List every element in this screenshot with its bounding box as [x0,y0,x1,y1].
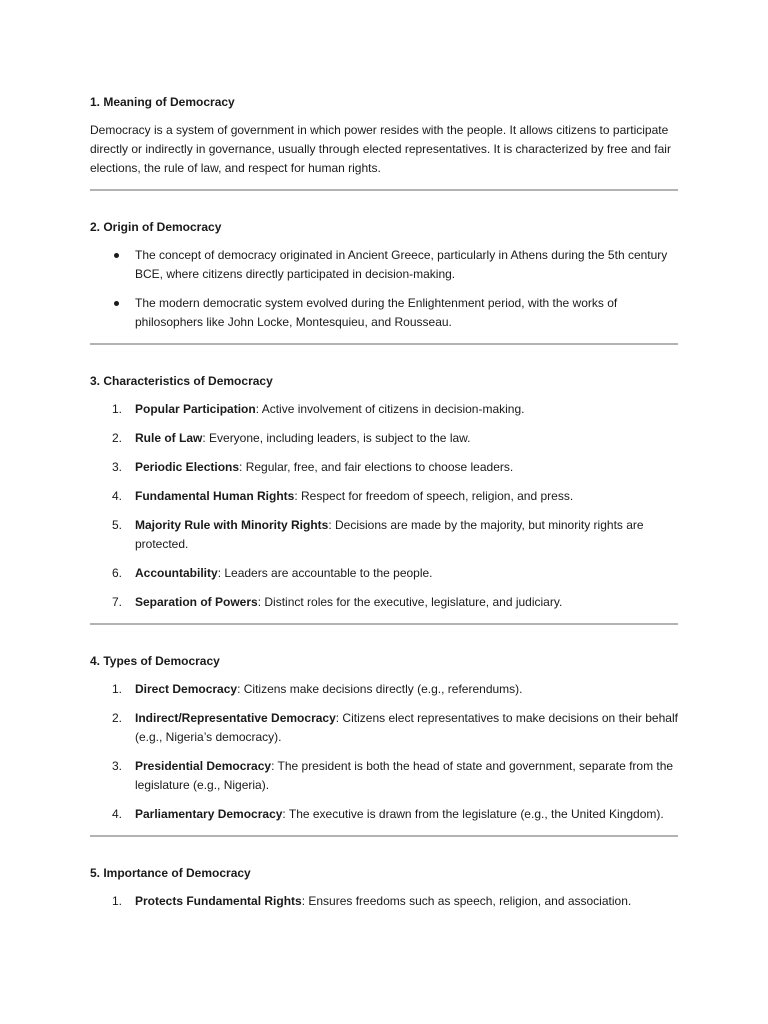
numbered-list [90,400,678,612]
list-item-text: : The president is both the head of state and government, separate from the legislature (e.g., Nigeria). [135,759,674,792]
list-item [90,516,678,554]
section-characteristics [90,372,678,612]
section-origin [90,218,678,332]
list-item-text: : Everyone, including leaders, is subject to the law. [202,431,471,445]
list-item-term: Indirect/Representative Democracy [135,711,336,725]
horizontal-rule [90,835,678,837]
section-importance [90,864,678,911]
list-item [90,246,678,284]
list-item [90,757,678,795]
document-content [90,93,678,911]
list-number: 1. [112,682,123,696]
list-item-text: The modern democratic system evolved during the Enlightenment period, with the works of philosophers like John Locke, Montesquieu, and Rousseau. [135,296,618,329]
list-item-term: Majority Rule with Minority Rights [135,518,329,532]
section-paragraph: Democracy is a system of government in which power resides with the people. It allows citizens to participate directly or indirectly in governance, usually through elected representatives. It is characterized by free and fair elections, the rule of law, and respect for human rights. [90,123,671,175]
list-item [90,458,678,477]
bullet-list [90,246,678,332]
list-item-term: Protects Fundamental Rights [135,894,302,908]
numbered-list [90,680,678,824]
list-item-term: Popular Participation [135,402,256,416]
list-item-text: : Citizens elect representatives to make decisions on their behalf (e.g., Nigeria’s democracy). [135,711,678,744]
list-item-text: : The executive is drawn from the legislature (e.g., the United Kingdom). [282,807,664,821]
list-item-term: Direct Democracy [135,682,238,696]
list-item-term: Presidential Democracy [135,759,272,773]
list-item-text: : Regular, free, and fair elections to choose leaders. [239,460,514,474]
section-heading: 2. Origin of Democracy [90,220,222,234]
list-item-text: : Citizens make decisions directly (e.g., referendums). [237,682,523,696]
list-item [90,680,678,699]
list-number: 1. [112,402,123,416]
list-number: 3. [112,460,123,474]
horizontal-rule [90,189,678,191]
section-heading: 3. Characteristics of Democracy [90,374,273,388]
list-item-text: : Distinct roles for the executive, legislature, and judiciary. [257,595,563,609]
list-item [90,805,678,824]
section-heading: 1. Meaning of Democracy [90,95,235,109]
list-item-term: Periodic Elections [135,460,240,474]
section-meaning [90,93,678,178]
list-number: 7. [112,595,123,609]
list-number: 2. [112,431,123,445]
list-number: 2. [112,711,123,725]
bullet-icon [114,253,119,258]
section-heading: 4. Types of Democracy [90,654,220,668]
list-number: 4. [112,489,123,503]
list-item-term: Accountability [135,566,218,580]
list-item-text: : Leaders are accountable to the people. [217,566,433,580]
list-item-term: Parliamentary Democracy [135,807,283,821]
list-item [90,892,678,911]
list-number: 4. [112,807,123,821]
list-item-text: : Decisions are made by the majority, but minority rights are protected. [135,518,644,551]
list-number: 5. [112,518,123,532]
list-item-text: : Ensures freedoms such as speech, religion, and association. [301,894,632,908]
list-item-text: : Active involvement of citizens in decision-making. [255,402,525,416]
horizontal-rule [90,623,678,625]
list-item [90,294,678,332]
section-types [90,652,678,824]
list-item [90,487,678,506]
list-item-term: Separation of Powers [135,595,258,609]
list-item [90,564,678,583]
list-number: 1. [112,894,123,908]
list-number: 6. [112,566,123,580]
list-item [90,593,678,612]
list-item [90,400,678,419]
list-item-text: The concept of democracy originated in Ancient Greece, particularly in Athens during the 5th century BCE, where citizens directly participated in decision-making. [135,248,668,281]
bullet-icon [114,301,119,306]
list-item [90,429,678,448]
list-item [90,709,678,747]
section-heading: 5. Importance of Democracy [90,866,251,880]
list-item-text: : Respect for freedom of speech, religion, and press. [294,489,574,503]
list-item-term: Rule of Law [135,431,203,445]
numbered-list [90,892,678,911]
list-item-term: Fundamental Human Rights [135,489,295,503]
list-number: 3. [112,759,123,773]
horizontal-rule [90,343,678,345]
